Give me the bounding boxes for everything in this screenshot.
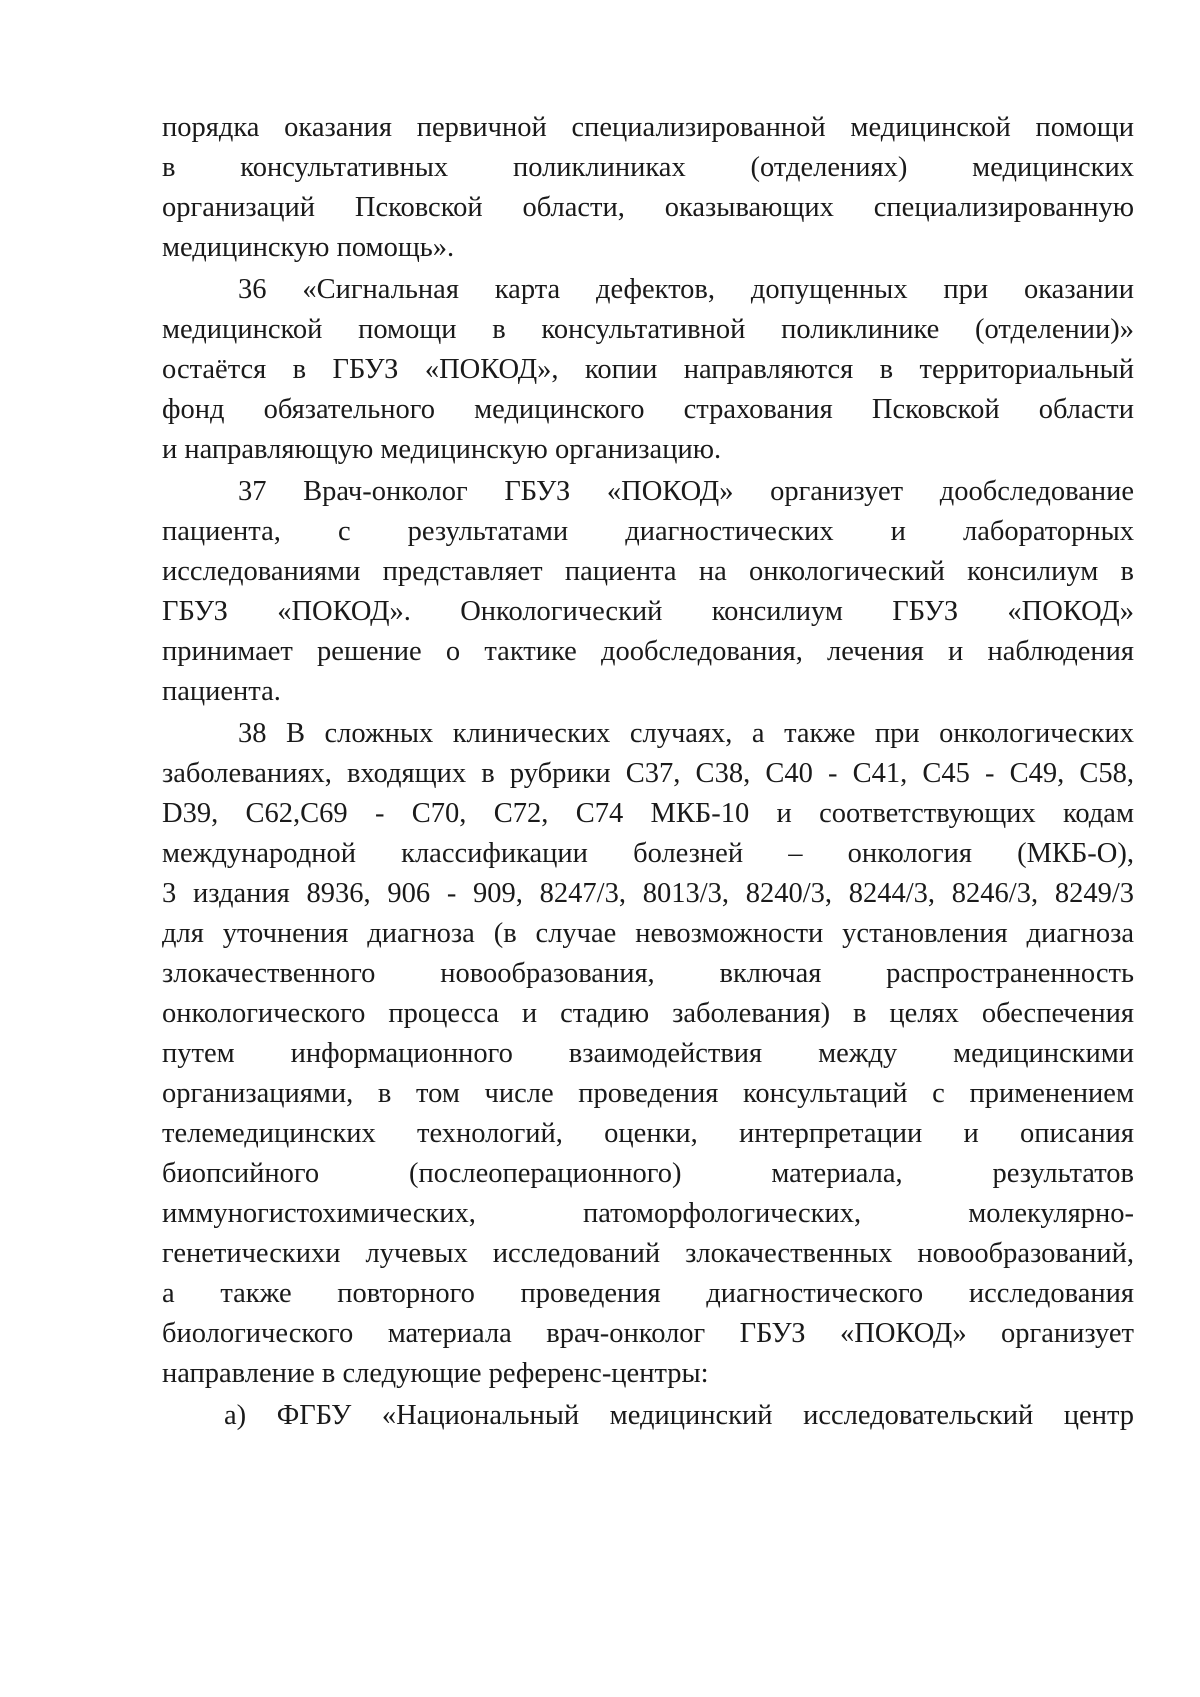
text-line: злокачественного новообразования, включая распространенность bbox=[162, 958, 1134, 989]
text-line: организациями, в том числе проведения консультаций с применением bbox=[162, 1078, 1134, 1109]
text-line: и направляющую медицинскую организацию. bbox=[162, 434, 722, 465]
text-line: в консультативных поликлиниках (отделениях) медицинских bbox=[162, 152, 1134, 183]
text-line: фонд обязательного медицинского страхования Псковской области bbox=[162, 394, 1134, 425]
text-line: порядка оказания первичной специализированной медицинской помощи bbox=[162, 112, 1134, 143]
text-line: 3 издания 8936, 906 - 909, 8247/3, 8013/3, 8240/3, 8244/3, 8246/3, 8249/3 bbox=[162, 878, 1134, 909]
text-line: принимает решение о тактике дообследования, лечения и наблюдения bbox=[162, 636, 1134, 667]
text-line: пациента. bbox=[162, 676, 281, 707]
text-line: биопсийного (послеоперационного) материала, результатов bbox=[162, 1158, 1134, 1189]
text-line: организаций Псковской области, оказывающих специализированную bbox=[162, 192, 1134, 223]
text-line: медицинскую помощь». bbox=[162, 232, 455, 263]
text-line: заболеваниях, входящих в рубрики С37, С38, С40 - С41, С45 - С49, С58, bbox=[162, 758, 1134, 789]
paragraph-36-start: 36 «Сигнальная карта дефектов, допущенных при оказании bbox=[238, 274, 1134, 305]
paragraph-38-start: 38 В сложных клинических случаях, а также при онкологических bbox=[238, 718, 1134, 749]
text-line: для уточнения диагноза (в случае невозможности установления диагноза bbox=[162, 918, 1134, 949]
text-line: пациента, с результатами диагностических и лабораторных bbox=[162, 516, 1134, 547]
text-line: биологического материала врач-онколог ГБУЗ «ПОКОД» организует bbox=[162, 1318, 1134, 1349]
text-line: генетическихи лучевых исследований злокачественных новообразований, bbox=[162, 1238, 1134, 1269]
text-line: D39, С62,С69 - С70, С72, С74 МКБ-10 и соответствующих кодам bbox=[162, 798, 1134, 829]
text-line: медицинской помощи в консультативной поликлинике (отделении)» bbox=[162, 314, 1134, 345]
text-line: ГБУЗ «ПОКОД». Онкологический консилиум ГБУЗ «ПОКОД» bbox=[162, 596, 1134, 627]
list-item-a: а) ФГБУ «Национальный медицинский исследовательский центр bbox=[224, 1400, 1134, 1431]
text-line: а также повторного проведения диагностического исследования bbox=[162, 1278, 1134, 1309]
text-line: онкологического процесса и стадию заболевания) в целях обеспечения bbox=[162, 998, 1134, 1029]
text-line: международной классификации болезней – онкология (МКБ-О), bbox=[162, 838, 1134, 869]
text-line: остаётся в ГБУЗ «ПОКОД», копии направляются в территориальный bbox=[162, 354, 1134, 385]
text-line: путем информационного взаимодействия между медицинскими bbox=[162, 1038, 1134, 1069]
text-line: исследованиями представляет пациента на онкологический консилиум в bbox=[162, 556, 1134, 587]
paragraph-37-start: 37 Врач-онколог ГБУЗ «ПОКОД» организует дообследование bbox=[238, 476, 1134, 507]
text-line: иммуногистохимических, патоморфологических, молекулярно- bbox=[162, 1198, 1134, 1229]
text-line: телемедицинских технологий, оценки, интерпретации и описания bbox=[162, 1118, 1134, 1149]
text-line: направление в следующие референс-центры: bbox=[162, 1358, 709, 1389]
